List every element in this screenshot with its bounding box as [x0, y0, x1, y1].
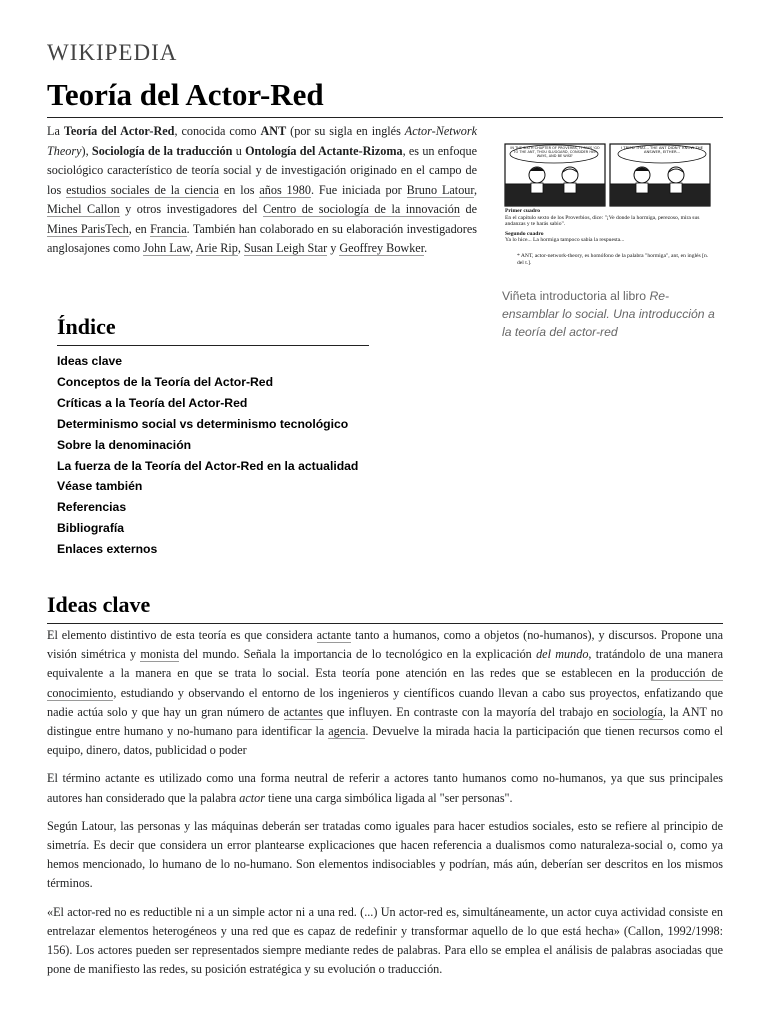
figure-caption [502, 287, 720, 341]
intro-text: u [232, 143, 246, 158]
comic-figure [502, 140, 720, 341]
link-bruno-latour[interactable]: Bruno Latour [406, 182, 474, 197]
body-text: tanto a humanos, como a objetos (no-humanos), y discursos. Propone una visión simétrica y [47, 628, 724, 662]
comic-speech-panel2: I TRIED THAT... THE ANT DIDN'T KNOW THE ANSWER, EITHER... [620, 146, 704, 155]
italic-del-mundo: del mundo [536, 647, 589, 662]
body-text: , estudiando y observando el entorno de los ingenieros y científicos cuando llevan a cabo sus proyectos, enfatizando que nadie actúa solo y que hay un gran número de [47, 685, 723, 719]
body-text: tiene una carga simbólica ligada al "ser personas". [264, 790, 513, 805]
link-francia[interactable]: Francia [150, 221, 187, 236]
comic-footnote: * ANT, actor-network-theory, es homófono de la palabra "hormiga", ant, en inglés [n. del t.]. [517, 252, 709, 266]
toc-item[interactable]: Críticas a la Teoría del Actor-Red [57, 395, 248, 410]
toc-title: Índice [57, 312, 369, 346]
body-text: que influyen. En contraste con la mayoría del trabajo en [322, 704, 613, 719]
link-1980s[interactable]: años 1980 [259, 182, 311, 197]
toc-item[interactable]: La fuerza de la Teoría del Actor-Red en la actualidad [57, 458, 359, 473]
link-john-law[interactable]: John Law [143, 241, 191, 255]
paragraph [47, 626, 723, 760]
comic-label-second-panel: Segundo cuadro [505, 230, 544, 237]
page-title: Teoría del Actor-Red [47, 76, 723, 118]
intro-text: , es un enfoque sociológico característico de teoría social y de investigación originado en el campo de los [47, 143, 478, 197]
toc-item[interactable]: Enlaces externos [57, 542, 158, 557]
comic-image[interactable] [502, 140, 714, 285]
intro-text: , en [128, 221, 151, 236]
body-text: del mundo. Señala la importancia de lo tecnológico en la explicación [179, 647, 537, 662]
toc-item[interactable]: Bibliografía [57, 521, 125, 536]
intro-text: , conocida como [174, 124, 261, 138]
intro-text: . También han colaborado en su elaboración investigadores anglosajones como [47, 221, 477, 255]
italic-term-ant-english: Actor-Network Theory [47, 124, 477, 158]
comic-label-first-panel: Primer cuadro [505, 208, 541, 214]
caption-text: Viñeta introductoria al libro [502, 289, 650, 303]
link-mines-paristech[interactable]: Mines ParisTech [47, 221, 129, 236]
comic-strip-illustration [502, 140, 714, 285]
link-csi[interactable]: Centro de sociología de la innovación [263, 202, 460, 216]
link-arie-rip[interactable]: Arie Rip [195, 241, 238, 255]
link-geoffrey-bowker[interactable]: Geoffrey Bowker [339, 241, 425, 255]
link-susan-leigh-star[interactable]: Susan Leigh Star [243, 241, 328, 255]
link-actantes[interactable]: actantes [283, 704, 323, 719]
body-text: , tratándolo de una manera equivalente a la manera en que se trata lo social. Esta teoría pone atención en las redes que se establecen en la [47, 647, 723, 681]
intro-text: y otros investigadores del [119, 202, 264, 216]
wikipedia-logo[interactable] [47, 40, 177, 66]
link-sociologia[interactable]: sociología [612, 704, 663, 719]
link-actante[interactable]: actante [316, 628, 352, 642]
paragraph: Según Latour, las personas y las máquinas deberán ser tratadas como iguales para hacer estudios sociales, esto se refiere al principio de simetría. Es decir que considera un error plantearse explicaciones que hacen referencia a dualismos como naturaleza-social o, como ya hemos mencionado, lo humano de lo no-humano. Son elementos indisociables y podrían, más aún, deberían ser descritos en los mismos términos. [47, 818, 723, 891]
intro-text: en los [218, 182, 260, 197]
paragraph [47, 769, 723, 807]
link-monista[interactable]: monista [140, 647, 180, 662]
link-agencia[interactable]: agencia [328, 724, 366, 739]
link-michel-callon[interactable]: Michel Callon [47, 202, 120, 216]
section-body [47, 626, 723, 988]
bold-term-translation: Sociología de la traducción [91, 143, 233, 158]
body-text: El término actante es utilizado como una forma neutral de referir a actores tanto humanos como no-humanos, ya que sus principales autores han considerado que la palabra [47, 771, 723, 805]
intro-text: . Fue iniciada por [310, 182, 407, 197]
bold-term-ant: ANT [260, 124, 287, 138]
caption-book-title: Re-ensamblar lo social. Una introducción a la teoría del actor-red [502, 289, 715, 339]
logo-text: WIKIPEDIA [47, 40, 178, 65]
toc-item[interactable]: Sobre la denominación [57, 437, 192, 452]
toc-item[interactable]: Véase también [57, 479, 143, 494]
body-text: , la ANT no distingue entre humano y no-humano para identificar la [47, 704, 723, 739]
body-text: . Devuelve la mirada hacia la participación que tienen recursos como el equipo, dinero, datos, publicidad o poder [47, 724, 723, 758]
link-produccion-conocimiento[interactable]: producción de conocimiento [47, 666, 723, 700]
bold-term-ontology: Ontología del Actante-Rizoma [245, 143, 403, 158]
intro-text: , [237, 241, 244, 255]
comic-translation-first: En el capítulo sexto de los Proverbios, dice: "¡Ve donde la hormiga, perezoso, mira sus andanzas y te harás sabio". [505, 214, 700, 228]
toc-item[interactable]: Conceptos de la Teoría del Actor-Red [57, 374, 274, 389]
intro-text: , [473, 182, 478, 197]
comic-translation-second: Ya lo hice... La hormiga tampoco sabía la respuesta... [505, 237, 625, 244]
toc-list [57, 351, 369, 560]
intro-text: (por su sigla en inglés [286, 124, 405, 138]
intro-text: . [424, 241, 428, 255]
intro-text: y [327, 241, 340, 255]
intro-text: La [47, 124, 64, 138]
body-text: El elemento distintivo de esta teoría es que considera [47, 628, 317, 642]
intro-text: ), [81, 143, 92, 158]
link-science-studies[interactable]: estudios sociales de la ciencia [66, 182, 219, 197]
toc-item[interactable]: Referencias [57, 500, 127, 515]
intro-text: , [190, 241, 196, 255]
bold-term-actor-network: Teoría del Actor-Red [63, 124, 175, 138]
table-of-contents [57, 312, 369, 560]
intro-paragraph [47, 122, 477, 259]
paragraph: «El actor-red no es reductible ni a un simple actor ni a una red. (...) Un actor-red es, simultáneamente, un actor cuya actividad consiste en entrelazar elementos heterogéneos y una red que es capaz de redefinir y transformar aquello de lo que está hecha» (Callon, 1992/1998: 156). Los actores pueden ser representados siempre mediante redes de palabras. Para ello se emplea el análisis de palabras asociadas que pone de manifiesto las redes, su posición estratégica y su evolución o traducción. [47, 904, 723, 977]
comic-speech-panel1: IN THE SIXTH CHAPTER OF PROVERBS, IT SAYS 'GO TO THE ANT, THOU SLUGGARD, CONSIDER HER WAYS, AND BE WISE' [510, 146, 600, 158]
section-heading-ideas-clave: Ideas clave [47, 590, 723, 624]
intro-text: de [459, 202, 477, 216]
italic-actor: actor [239, 790, 265, 805]
toc-item[interactable]: Determinismo social vs determinismo tecnológico [57, 416, 349, 431]
toc-item[interactable]: Ideas clave [57, 354, 123, 368]
